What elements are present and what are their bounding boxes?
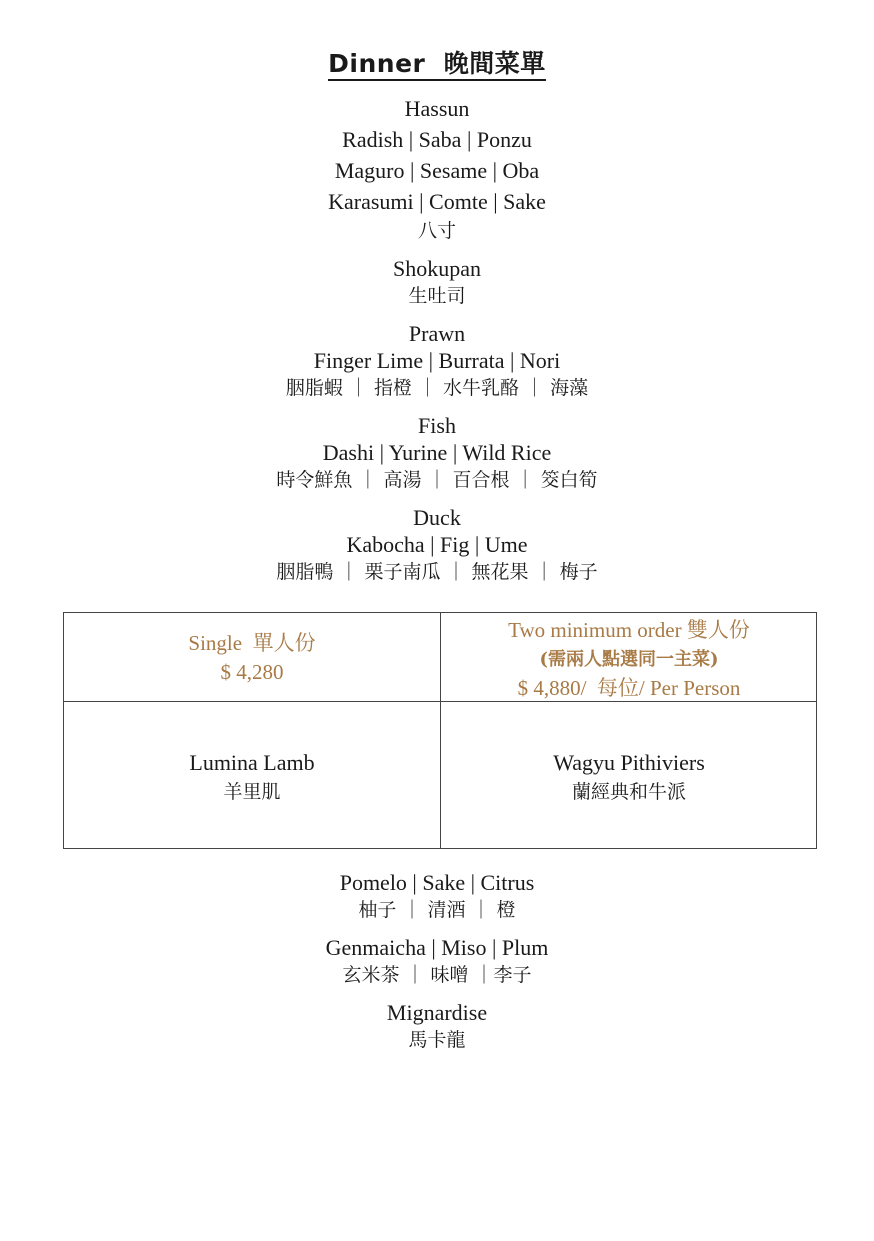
- course-zh: 生吐司: [408, 285, 466, 307]
- double-header: [441, 616, 817, 703]
- double-dish: [441, 748, 817, 806]
- course-zh: 胭脂鴨 ｜ 栗子南瓜 ｜ 無花果 ｜ 梅子: [276, 561, 598, 583]
- single-dish-name: Lumina Lamb: [189, 750, 315, 775]
- course-components: Finger Lime | Burrata | Nori: [313, 348, 561, 373]
- course-components: Dashi | Yurine | Wild Rice: [322, 440, 552, 465]
- single-header: [64, 629, 440, 687]
- menu-title-zh: 晚間菜單: [443, 49, 546, 78]
- course-name: Duck: [413, 505, 461, 530]
- course-components: Pomelo | Sake | Citrus: [339, 870, 535, 895]
- mains-table: [63, 612, 817, 849]
- course-fish: [0, 412, 874, 494]
- course-pomelo: [0, 869, 874, 924]
- course-name: Mignardise: [386, 1000, 488, 1025]
- course-components: Genmaicha | Miso | Plum: [325, 935, 549, 960]
- course-name: Hassun: [404, 96, 470, 121]
- course-components: Maguro | Sesame | Oba: [334, 158, 540, 183]
- courses-top: [0, 93, 874, 596]
- course-shokupan: [0, 255, 874, 310]
- double-dish-zh: 蘭經典和牛派: [571, 781, 686, 803]
- course-zh: 胭脂蝦 ｜ 指橙 ｜ 水牛乳酪 ｜ 海藻: [285, 377, 589, 399]
- course-zh: 柚子 ｜ 清酒 ｜ 橙: [358, 899, 516, 921]
- single-dish: [64, 748, 440, 806]
- course-mignardise: [0, 999, 874, 1054]
- course-zh: 玄米茶 ｜ 味噌 ｜李子: [342, 964, 532, 986]
- double-label: Two minimum order 雙人份: [508, 618, 750, 642]
- course-name: Prawn: [408, 321, 466, 346]
- course-zh: 馬卡龍: [408, 1029, 466, 1051]
- course-prawn: [0, 320, 874, 402]
- single-dish-zh: 羊里肌: [223, 781, 281, 803]
- single-label: Single 單人份: [188, 631, 316, 655]
- course-name: Shokupan: [393, 256, 481, 281]
- courses-bottom: [0, 869, 874, 1064]
- course-zh: 時令鮮魚 ｜ 高湯 ｜ 百合根 ｜ 筊白筍: [276, 469, 598, 491]
- double-price: $ 4,880/ 每位/ Per Person: [517, 676, 741, 700]
- double-note: (需兩人點選同一主菜): [539, 649, 719, 670]
- course-components: Kabocha | Fig | Ume: [346, 532, 528, 557]
- single-price: $ 4,280: [220, 660, 284, 684]
- course-duck: [0, 504, 874, 586]
- course-components: Radish | Saba | Ponzu: [342, 127, 532, 152]
- menu-title-en: Dinner: [328, 49, 426, 78]
- double-dish-name: Wagyu Pithiviers: [553, 750, 705, 775]
- menu-title: [0, 44, 874, 80]
- course-components: Karasumi | Comte | Sake: [328, 189, 546, 214]
- course-hassun: [0, 93, 874, 245]
- course-genmaicha: [0, 934, 874, 989]
- menu-title-text: [328, 49, 546, 81]
- course-zh: 八寸: [417, 220, 456, 242]
- course-name: Fish: [418, 413, 456, 438]
